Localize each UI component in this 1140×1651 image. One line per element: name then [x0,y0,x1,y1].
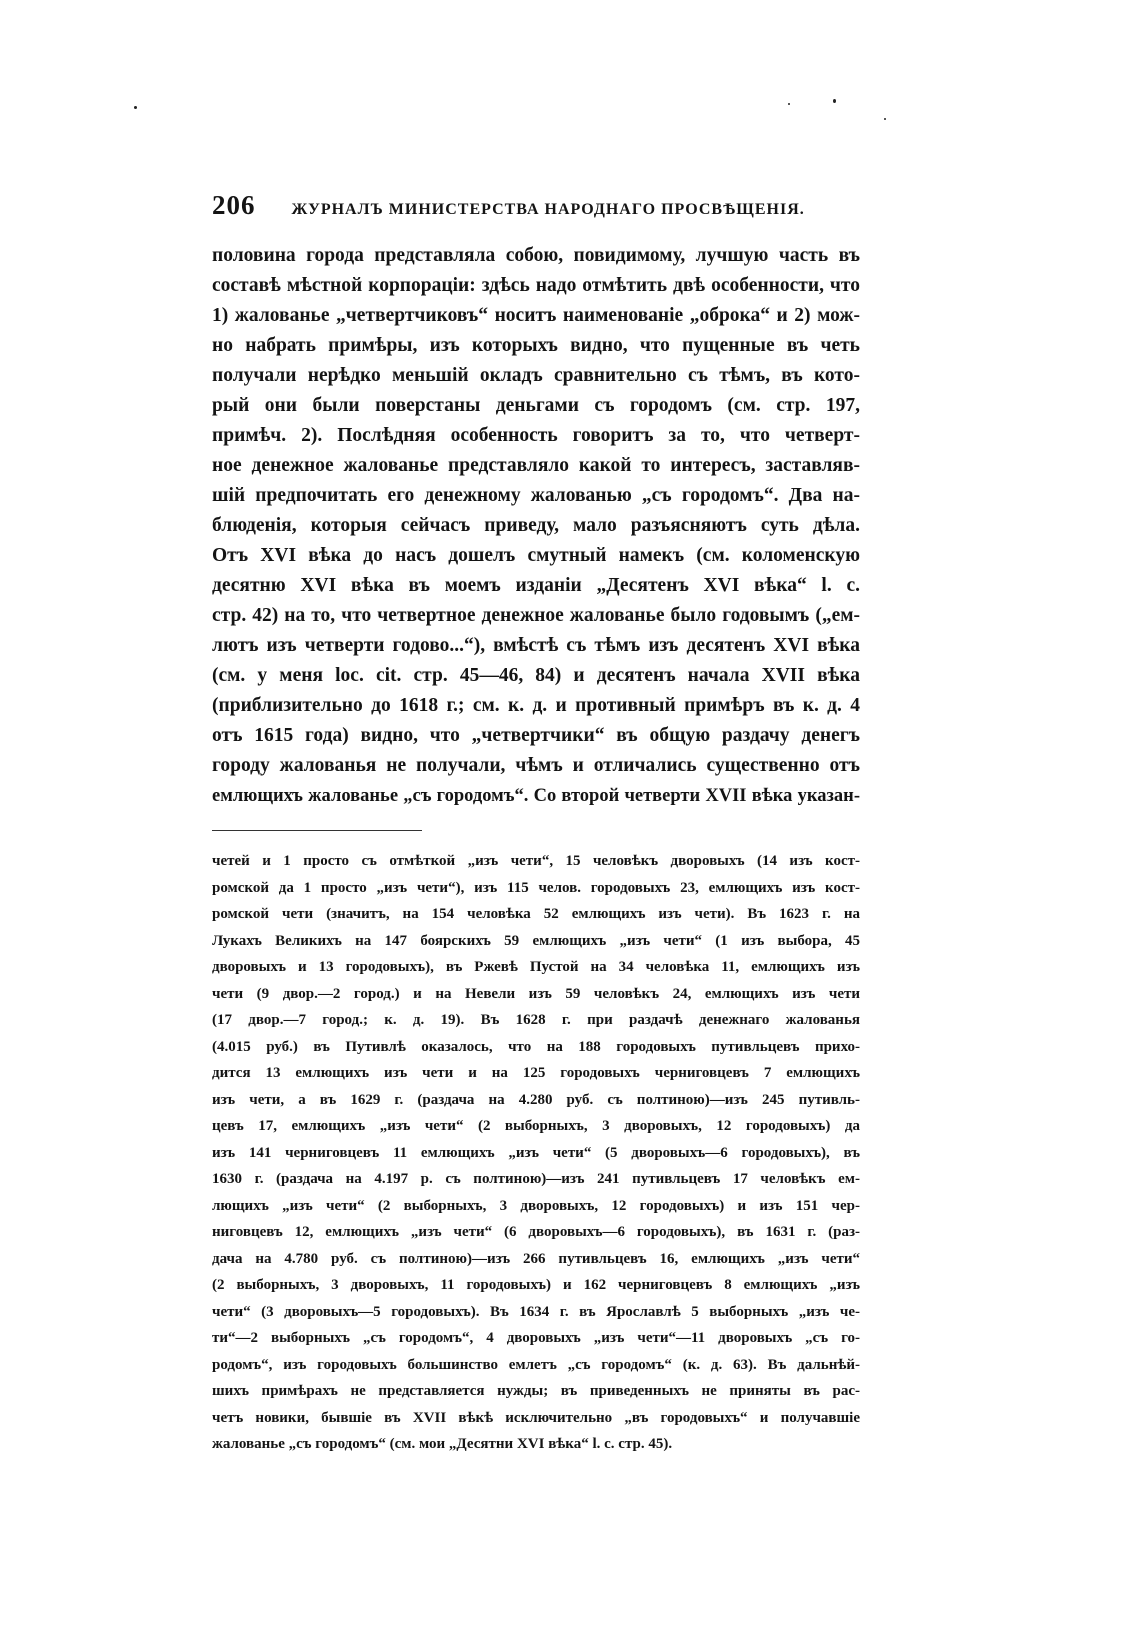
footnote-line: четъ новики, бывшіе въ XVII вѣкѣ исключительно „въ городовыхъ“ и получавшіе [212,1409,860,1426]
print-speck [833,99,836,103]
footnote-line: четей и 1 просто съ отмѣткой „изъ чети“, 15 человѣкъ дворовыхъ (14 изъ кост- [212,853,860,869]
footnote-line: цевъ 17, емлющихъ „изъ чети“ (2 выборныхъ, 3 дворовыхъ, 12 городовыхъ) да [212,1118,860,1134]
text-line: (см. у меня loc. cit. стр. 45—46, 84) и десятенъ начала XVII вѣка [212,665,860,686]
text-line: лютъ изъ четверти годово...“), вмѣстѣ съ тѣмъ изъ десятенъ XVI вѣка [212,635,860,656]
text-line: половина города представляла собою, повидимому, лучшую часть въ [212,245,860,266]
footnote-line: ромской чети (значитъ, на 154 человѣка 52 емлющихъ изъ чети). Въ 1623 г. на [212,906,860,922]
text-line: но набрать примѣры, изъ которыхъ видно, что пущенные въ четь [212,335,860,356]
footnote-line: дача на 4.780 руб. съ полтиною)—изъ 266 путивльцевъ 16, емлющихъ „изъ чети“ [212,1250,860,1267]
footnote-line: 1630 г. (раздача на 4.197 р. съ полтиною)—изъ 241 путивльцевъ 17 человѣкъ ем- [212,1171,860,1187]
main-text [212,241,860,811]
print-speck [788,103,790,105]
text-line: емлющихъ жалованье „съ городомъ“. Со второй четверти XVII вѣка указан- [212,786,860,806]
footnote-divider [212,830,422,831]
footnote-line: ромской да 1 просто „изъ чети“), изъ 115 челов. городовыхъ 23, емлющихъ изъ кост- [212,879,860,896]
text-line: примѣч. 2). Послѣдняя особенность говоритъ за то, что четверт- [212,425,860,446]
text-line: городу жалованья не получали, чѣмъ и отличались существенно отъ [212,755,860,776]
footnote-line: родомъ“, изъ городовыхъ большинство емлетъ „съ городомъ“ (к. д. 63). Въ дальнѣй- [212,1356,860,1373]
footnote-line: лющихъ „изъ чети“ (2 выборныхъ, 3 дворовыхъ, 12 городовыхъ) и изъ 151 чер- [212,1197,860,1214]
footnote-line: ти“—2 выборныхъ „съ городомъ“, 4 дворовыхъ „изъ чети“—11 дворовыхъ „съ го- [212,1330,860,1346]
footnote-line: изъ чети, а въ 1629 г. (раздача на 4.280 руб. съ полтиною)—изъ 245 путивль- [212,1091,860,1108]
running-head: ЖУРНАЛЪ МИНИСТЕРСТВА НАРОДНАГО ПРОСВѢЩЕНІЯ. [291,201,805,218]
footnote-line: шихъ примѣрахъ не представляется нужды; въ приведенныхъ не приняты въ рас- [212,1383,860,1399]
footnote-line: (4.015 руб.) въ Путивлѣ оказалось, что на 188 городовыхъ путивльцевъ прихо- [212,1038,860,1055]
text-line: рый они были поверстаны деньгами съ городомъ (см. стр. 197, [212,395,860,416]
page-header [212,190,860,226]
text-line: ное денежное жалованье представляло какой то интересъ, заставляв- [212,455,860,476]
footnote-line: (2 выборныхъ, 3 дворовыхъ, 11 городовыхъ) и 162 черниговцевъ 8 емлющихъ „изъ [212,1277,860,1293]
text-line: шій предпочитать его денежному жалованью „съ городомъ“. Два на- [212,485,860,506]
footnote-line: жалованье „съ городомъ“ (см. мои „Десятни XVI вѣка“ l. c. стр. 45). [212,1436,673,1452]
text-line: (приблизительно до 1618 г.; см. к. д. и противный примѣръ въ к. д. 4 [212,695,860,716]
text-line: получали нерѣдко меньшій окладъ сравнительно съ тѣмъ, въ кото- [212,365,860,386]
text-line: составѣ мѣстной корпораціи: здѣсь надо отмѣтить двѣ особенности, что [212,275,860,296]
text-line: стр. 42) на то, что четвертное денежное жалованье было годовымъ („ем- [212,605,860,626]
footnote-line: Лукахъ Великихъ на 147 боярскихъ 59 емлющихъ „изъ чети“ (1 изъ выбора, 45 [212,932,860,949]
page-number: 206 [212,190,256,220]
footnote-line: (17 двор.—7 город.; к. д. 19). Въ 1628 г. при раздачѣ денежнаго жалованья [212,1012,860,1028]
footnote-line: ниговцевъ 12, емлющихъ „изъ чети“ (6 дворовыхъ—6 городовыхъ), въ 1631 г. (раз- [212,1224,860,1240]
text-line: десятню XVI вѣка въ моемъ изданіи „Десятенъ XVI вѣка“ l. c. [212,575,860,596]
footnote-text [212,848,860,1458]
print-speck [134,106,137,109]
footnote-line: дится 13 емлющихъ изъ чети и на 125 городовыхъ черниговцевъ 7 емлющихъ [212,1065,860,1081]
footnote-line: чети (9 двор.—2 город.) и на Невели изъ 59 человѣкъ 24, емлющихъ изъ чети [212,985,860,1002]
text-line: Отъ XVI вѣка до насъ дошелъ смутный намекъ (см. коломенскую [212,545,860,566]
footnote-line: дворовыхъ и 13 городовыхъ), въ Ржевѣ Пустой на 34 человѣка 11, емлющихъ изъ [212,959,860,975]
text-line: блюденія, которыя сейчасъ приведу, мало разъясняютъ суть дѣла. [212,515,860,536]
footnote-line: изъ 141 черниговцевъ 11 емлющихъ „изъ чети“ (5 дворовыхъ—6 городовыхъ), въ [212,1144,860,1161]
text-line: отъ 1615 года) видно, что „четвертчики“ въ общую раздачу денегъ [212,725,860,746]
print-speck [884,118,886,120]
text-line: 1) жалованье „четвертчиковъ“ носитъ наименованіе „оброка“ и 2) мож- [212,305,860,326]
footnote-line: чети“ (3 дворовыхъ—5 городовыхъ). Въ 1634 г. въ Ярославлѣ 5 выборныхъ „изъ че- [212,1303,860,1320]
